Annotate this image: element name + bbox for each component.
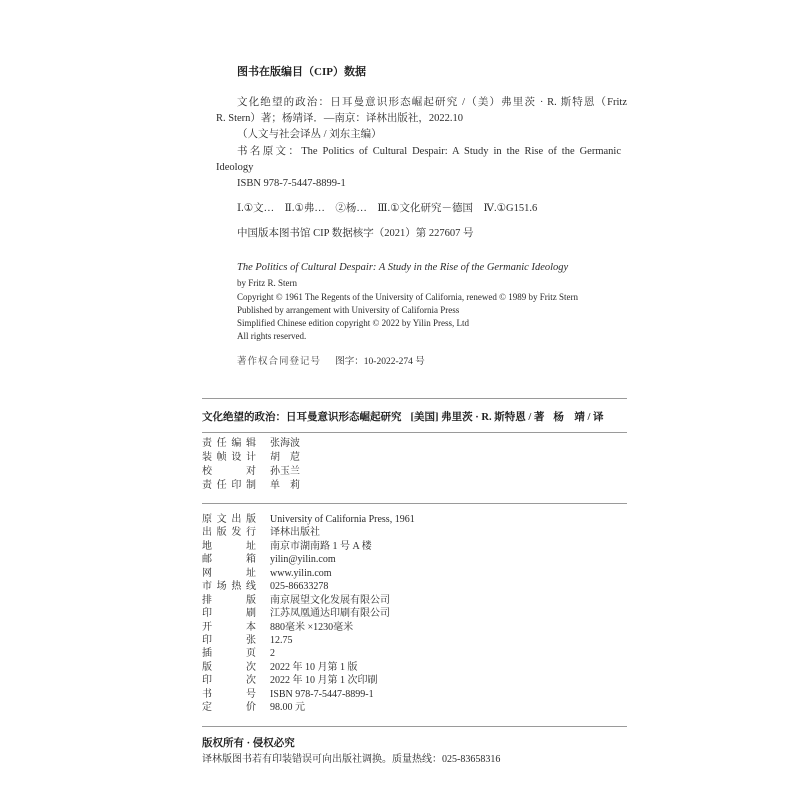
book-title: 文化绝望的政治：日耳曼意识形态崛起研究 <box>202 412 402 423</box>
publication-value: University of California Press, 1961 <box>270 514 415 525</box>
staff-label: 装帧设计 <box>202 452 256 463</box>
english-title: The Politics of Cultural Despair: A Study in the Rise of the Germanic Ideology <box>237 262 569 273</box>
publication-label: 邮 箱 <box>202 554 256 566</box>
cip-entry-line-2: R. Stern）著；杨靖译．—南京：译林出版社，2022.10 <box>216 113 464 124</box>
publication-value: 2022 年 10 月第 1 版 <box>270 661 358 673</box>
publication-value: 2 <box>270 648 275 660</box>
publication-value: yilin@yilin.com <box>270 554 336 566</box>
divider-staff <box>202 503 627 504</box>
publication-label: 排 版 <box>202 594 256 606</box>
publication-row <box>202 526 415 539</box>
publication-row <box>202 580 415 593</box>
staff-value: 孙玉兰 <box>270 466 300 477</box>
cip-number: 中国版本图书馆 CIP 数据核字（2021）第 227607 号 <box>237 228 474 239</box>
cip-entry-line-1: 文化绝望的政治：日耳曼意识形态崛起研究 /（美）弗里茨 · R. 斯特恩（Fritz <box>237 97 627 108</box>
publication-row <box>202 674 415 687</box>
publication-label: 书 号 <box>202 688 256 700</box>
publication-value: 江苏凤凰通达印刷有限公司 <box>270 608 390 620</box>
publication-row <box>202 688 415 701</box>
staff-row <box>202 451 300 465</box>
staff-row <box>202 437 300 451</box>
divider-bottom <box>202 726 627 727</box>
footer-notice: 译林版图书若有印装错误可向出版社调换。质量热线：025-83658316 <box>202 754 501 765</box>
publication-row <box>202 634 415 647</box>
publication-label: 市场热线 <box>202 581 256 593</box>
publication-row <box>202 661 415 674</box>
registration-value: 图字：10-2022-274 号 <box>335 357 425 367</box>
publication-label: 插 页 <box>202 648 256 660</box>
publication-value: 12.75 <box>270 634 293 646</box>
publication-value: 2022 年 10 月第 1 次印刷 <box>270 675 378 687</box>
publication-value: ISBN 978-7-5447-8899-1 <box>270 688 374 700</box>
publication-row <box>202 647 415 660</box>
divider-top <box>202 398 627 399</box>
publication-label: 原文出版 <box>202 514 256 525</box>
publication-row <box>202 553 415 566</box>
staff-row <box>202 465 300 479</box>
staff-value: 张海波 <box>270 438 300 449</box>
publication-row <box>202 540 415 553</box>
english-copyright: Copyright © 1961 The Regents of the University of California, renewed © 1989 by Fritz Stern <box>237 292 578 302</box>
publication-row <box>202 621 415 634</box>
publication-row <box>202 513 415 526</box>
publication-label: 地 址 <box>202 540 256 552</box>
book-translator: 杨 靖 / 译 <box>553 412 604 423</box>
publication-row <box>202 594 415 607</box>
publication-row <box>202 567 415 580</box>
divider-title <box>202 432 627 433</box>
publication-value: 南京市湖南路 1 号 A 楼 <box>270 540 372 552</box>
copyright-registration <box>237 356 425 368</box>
staff-label: 校 对 <box>202 466 256 477</box>
cip-heading: 图书在版编目（CIP）数据 <box>237 66 366 78</box>
staff-value: 胡 苨 <box>270 452 300 463</box>
publication-row <box>202 607 415 620</box>
publication-value: 译林出版社 <box>270 527 320 539</box>
registration-label: 著作权合同登记号 <box>237 357 322 367</box>
publication-label: 出版发行 <box>202 527 256 539</box>
publication-label: 开 本 <box>202 621 256 633</box>
publication-label: 印 刷 <box>202 608 256 620</box>
publication-label: 定 价 <box>202 702 256 714</box>
staff-list <box>202 437 300 493</box>
book-author: [美国] 弗里茨 · R. 斯特恩 / 著 <box>410 412 545 423</box>
publication-label: 网 址 <box>202 567 256 579</box>
cip-series: （人文与社会译丛 / 刘东主编） <box>237 129 382 140</box>
staff-label: 责任编辑 <box>202 438 256 449</box>
publication-label: 印 次 <box>202 675 256 687</box>
english-author: by Fritz R. Stern <box>237 278 297 288</box>
publication-row <box>202 701 415 714</box>
staff-label: 责任印制 <box>202 480 256 491</box>
english-chinese-edition: Simplified Chinese edition copyright © 2022 by Yilin Press, Ltd <box>237 318 469 328</box>
publication-label: 版 次 <box>202 661 256 673</box>
cip-classification: Ⅰ.①文… Ⅱ.①弗… ②杨… Ⅲ.①文化研究－德国 Ⅳ.①G151.6 <box>237 203 538 214</box>
publication-value: 南京展望文化发展有限公司 <box>270 594 390 606</box>
english-arrangement: Published by arrangement with University of California Press <box>237 305 460 315</box>
publication-value: 880毫米 ×1230毫米 <box>270 621 354 633</box>
english-rights: All rights reserved. <box>237 331 307 341</box>
publication-list <box>202 513 415 715</box>
cip-original-title-line-1: 书名原文：The Politics of Cultural Despair: A Study in the Rise of the Germanic <box>237 146 621 157</box>
title-line <box>202 411 604 425</box>
cip-original-title-line-2: Ideology <box>216 162 254 173</box>
staff-value: 单 莉 <box>270 480 300 491</box>
publication-value: 98.00 元 <box>270 702 305 714</box>
footer-rights: 版权所有 · 侵权必究 <box>202 738 295 749</box>
staff-row <box>202 479 300 493</box>
cip-isbn: ISBN 978-7-5447-8899-1 <box>237 178 346 189</box>
publication-label: 印 张 <box>202 634 256 646</box>
publication-value: www.yilin.com <box>270 567 332 579</box>
publication-value: 025-86633278 <box>270 581 329 593</box>
